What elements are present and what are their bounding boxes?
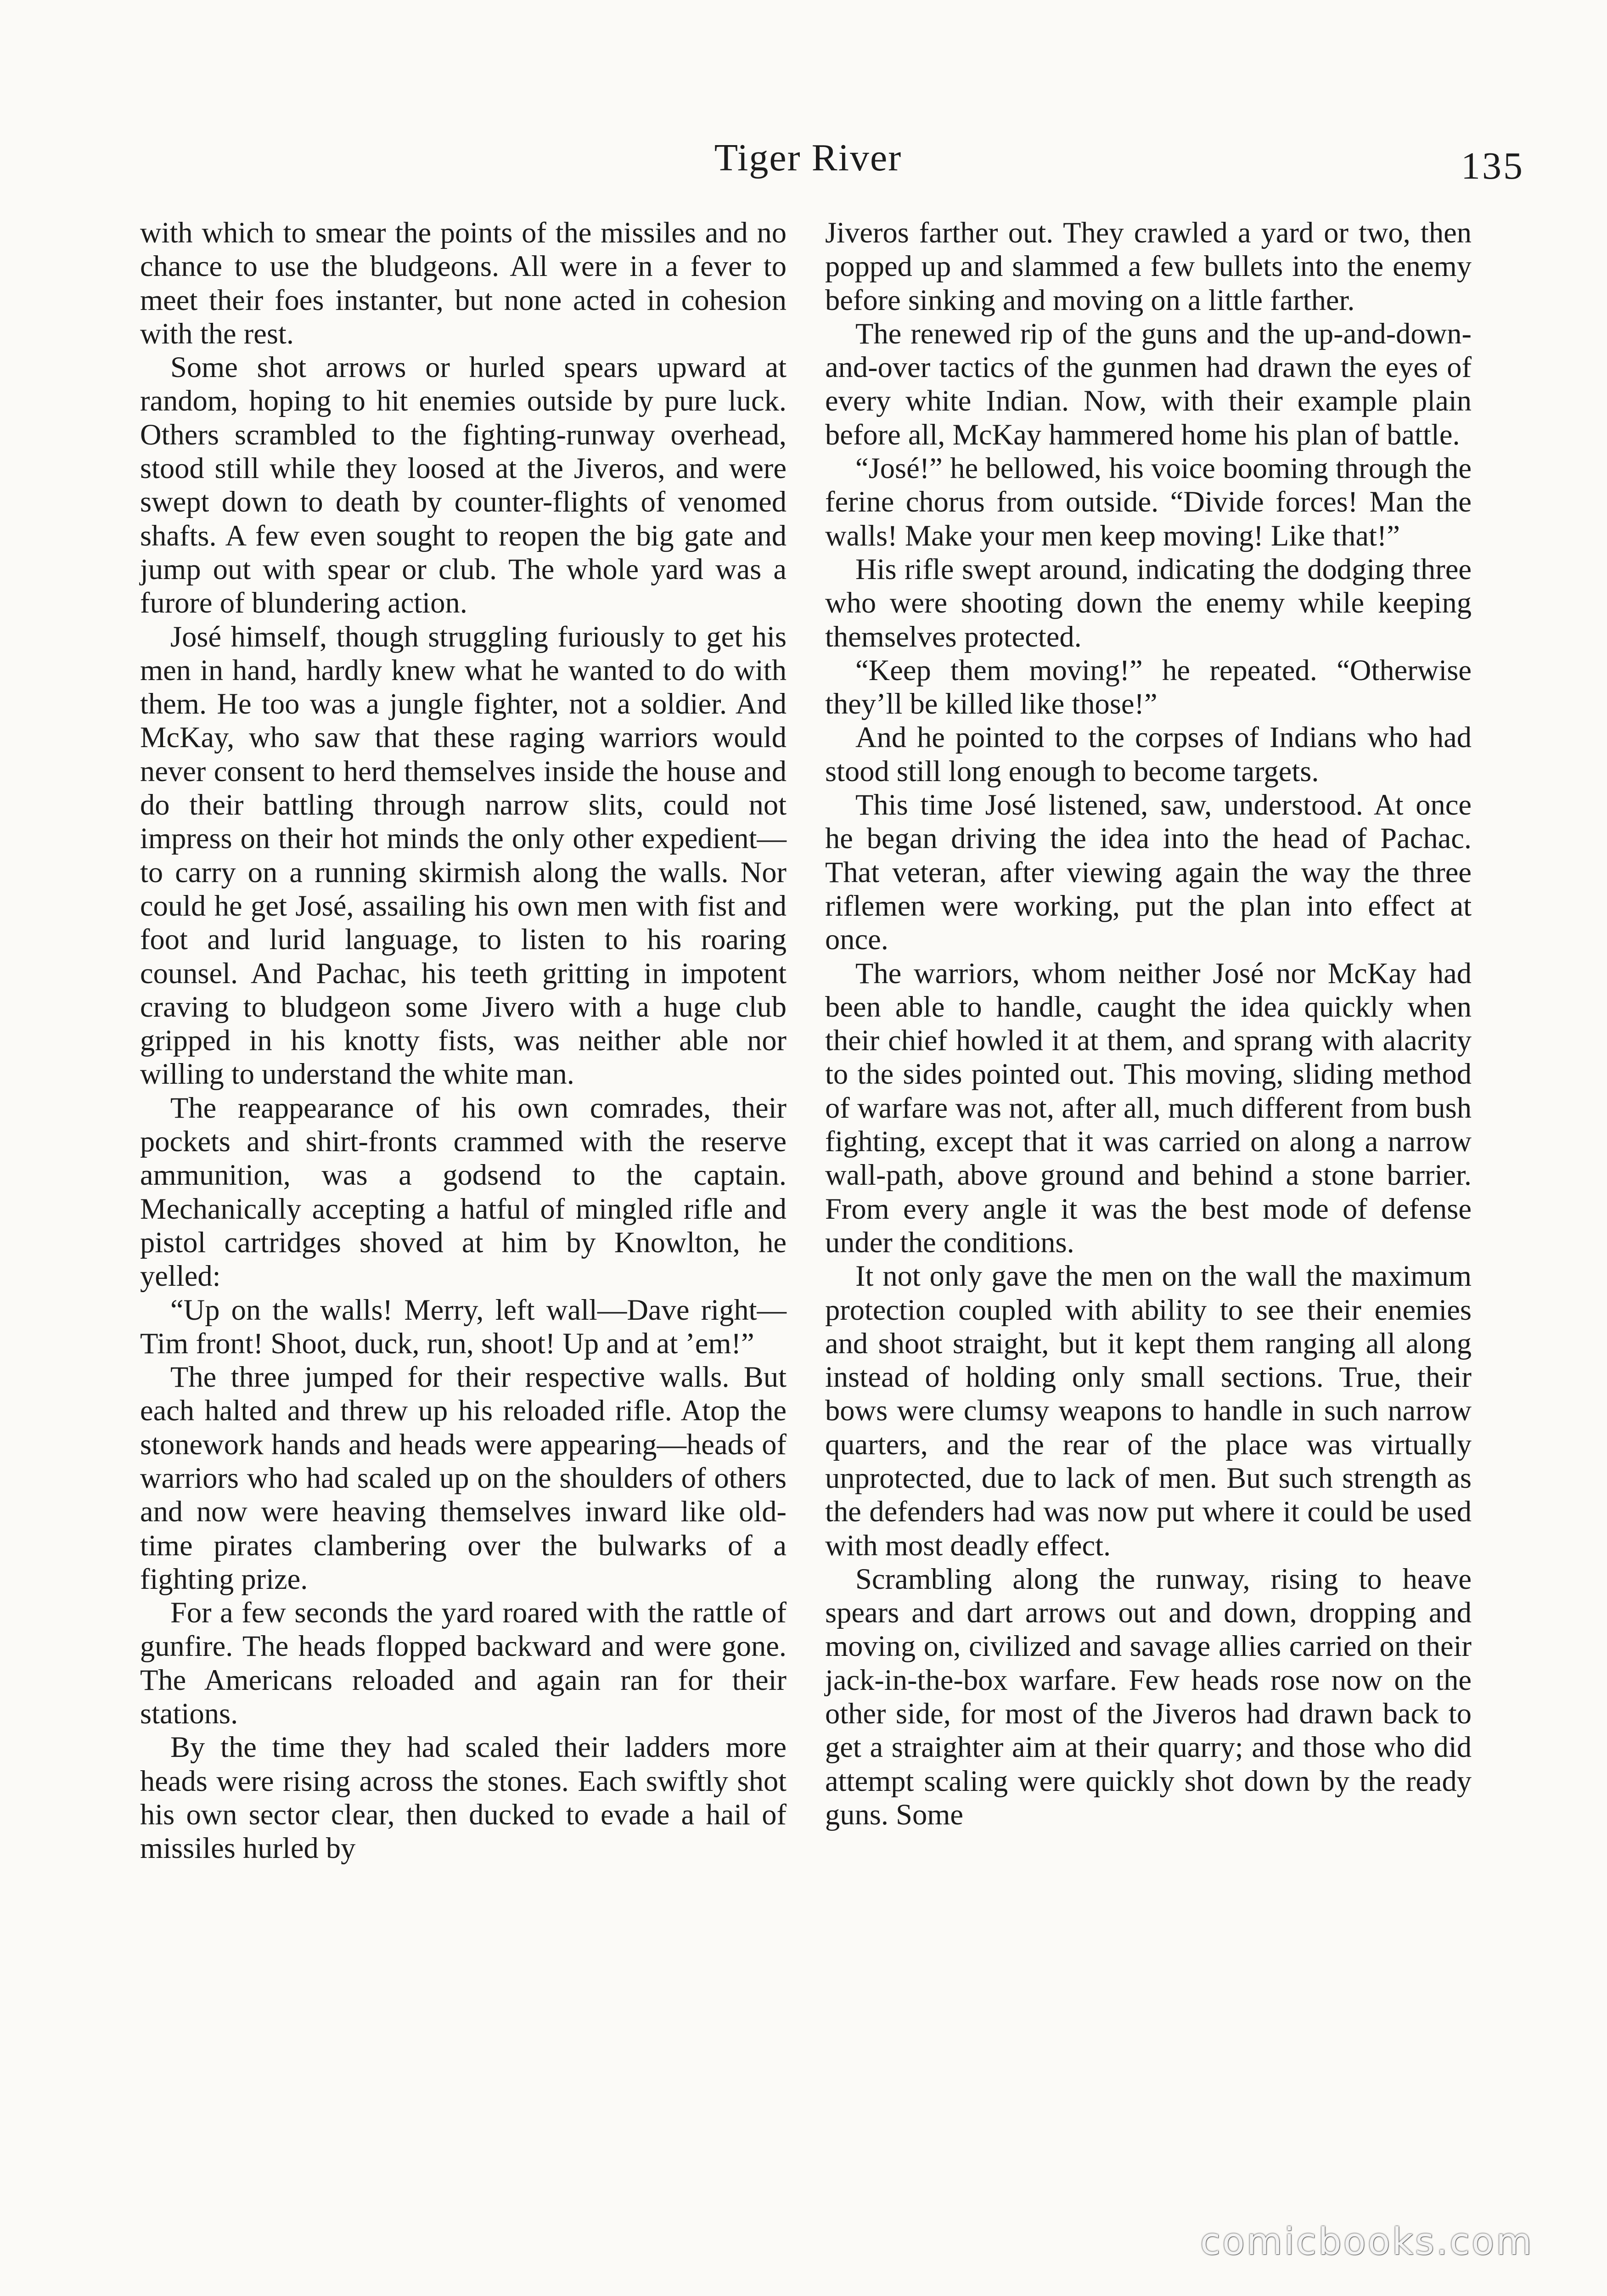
paragraph: with which to smear the points of the missiles and no chance to use the bludgeons. All were in a fever to meet their foes instanter, but none acted in cohesion with the rest.	[140, 216, 787, 350]
paragraph: Scrambling along the runway, rising to heave spears and dart arrows out and down, dropping and moving on, civilized and savage allies carried on their jack-in-the-box warfare. Few heads rose now on the other side, for most of the Jiveros had drawn back to get a straighter aim at their quarry; and those who did attempt scaling were quickly shot down by the ready guns. Some	[825, 1562, 1472, 1831]
paragraph: Some shot arrows or hurled spears upward at random, hoping to hit enemies outside by pure luck. Others scrambled to the fighting-runway overhead, stood still while they loosed at the Jiveros, and were swept down to death by counter-flights of venomed shafts. A few even sought to reopen the big gate and jump out with spear or club. The whole yard was a furore of blundering action.	[140, 351, 787, 619]
paragraph: It not only gave the men on the wall the maximum protection coupled with ability to see their enemies and shoot straight, but it kept them ranging all along instead of holding only small sections. True, their bows were clumsy weapons to handle in such narrow quarters, and the rear of the place was virtually unprotected, due to lack of men. But such strength as the defenders had was now put where it could be used with most deadly effect.	[825, 1260, 1472, 1562]
paragraph: His rifle swept around, indicating the dodging three who were shooting down the enemy while keeping themselves protected.	[825, 552, 1472, 653]
paragraph: For a few seconds the yard roared with the rattle of gunfire. The heads flopped backward and were gone. The Americans reloaded and again ran for their stations.	[140, 1596, 787, 1730]
paragraph: “Keep them moving!” he repeated. “Otherwise they’ll be killed like those!”	[825, 653, 1472, 720]
paragraph: The renewed rip of the guns and the up-and-down-and-over tactics of the gunmen had drawn the eyes of every white Indian. Now, with their example plain before all, McKay hammered home his plan of battle.	[825, 317, 1472, 451]
text-columns	[140, 216, 1472, 2163]
left-column	[140, 216, 787, 1865]
right-column	[825, 216, 1472, 1831]
paragraph: José himself, though struggling furiously to get his men in hand, hardly knew what he wanted to do with them. He too was a jungle fighter, not a soldier. And McKay, who saw that these raging warriors would never consent to herd themselves inside the house and do their battling through narrow slits, could not impress on their hot minds the only other expedient—to carry on a running skirmish along the walls. Nor could he get José, assailing his own men with fist and foot and lurid language, to listen to his roaring counsel. And Pachac, his teeth gritting in impotent craving to bludgeon some Jivero with a huge club gripped in his knotty fists, was neither able nor willing to understand the white man.	[140, 620, 787, 1091]
paragraph: The warriors, whom neither José nor McKay had been able to handle, caught the idea quickly when their chief howled it at them, and sprang with alacrity to the sides pointed out. This moving, sliding method of warfare was not, after all, much different from bush fighting, except that it was carried on along a narrow wall-path, above ground and behind a stone barrier. From every angle it was the best mode of defense under the conditions.	[825, 957, 1472, 1259]
paragraph: And he pointed to the corpses of Indians who had stood still long enough to become targets.	[825, 721, 1472, 788]
paragraph: Jiveros farther out. They crawled a yard or two, then popped up and slammed a few bullets into the enemy before sinking and moving on a little farther.	[825, 216, 1472, 316]
watermark: comicbooks.com	[1200, 2220, 1534, 2263]
paragraph: “José!” he bellowed, his voice booming through the ferine chorus from outside. “Divide forces! Man the walls! Make your men keep moving! Like that!”	[825, 452, 1472, 552]
paragraph: By the time they had scaled their ladders more heads were rising across the stones. Each swiftly shot his own sector clear, then ducked to evade a hail of missiles hurled by	[140, 1731, 787, 1865]
running-head	[142, 135, 1524, 195]
paragraph: “Up on the walls! Merry, left wall—Dave right—Tim front! Shoot, duck, run, shoot! Up and at ’em!”	[140, 1293, 787, 1360]
paragraph: The reappearance of his own comrades, their pockets and shirt-fronts crammed with the reserve ammunition, was a godsend to the captain. Mechanically accepting a hatful of mingled rifle and pistol cartridges shoved at him by Knowlton, he yelled:	[140, 1091, 787, 1293]
running-title: Tiger River	[714, 136, 902, 179]
page-number: 135	[1461, 145, 1524, 187]
paragraph: This time José listened, saw, understood. At once he began driving the idea into the head of Pachac. That veteran, after viewing again the way the three riflemen were working, put the plan into effect at once.	[825, 788, 1472, 956]
paragraph: The three jumped for their respective walls. But each halted and threw up his reloaded rifle. Atop the stonework hands and heads were appearing—heads of warriors who had scaled up on the shoulders of others and now were heaving themselves inward like old-time pirates clambering over the bulwarks of a fighting prize.	[140, 1361, 787, 1595]
